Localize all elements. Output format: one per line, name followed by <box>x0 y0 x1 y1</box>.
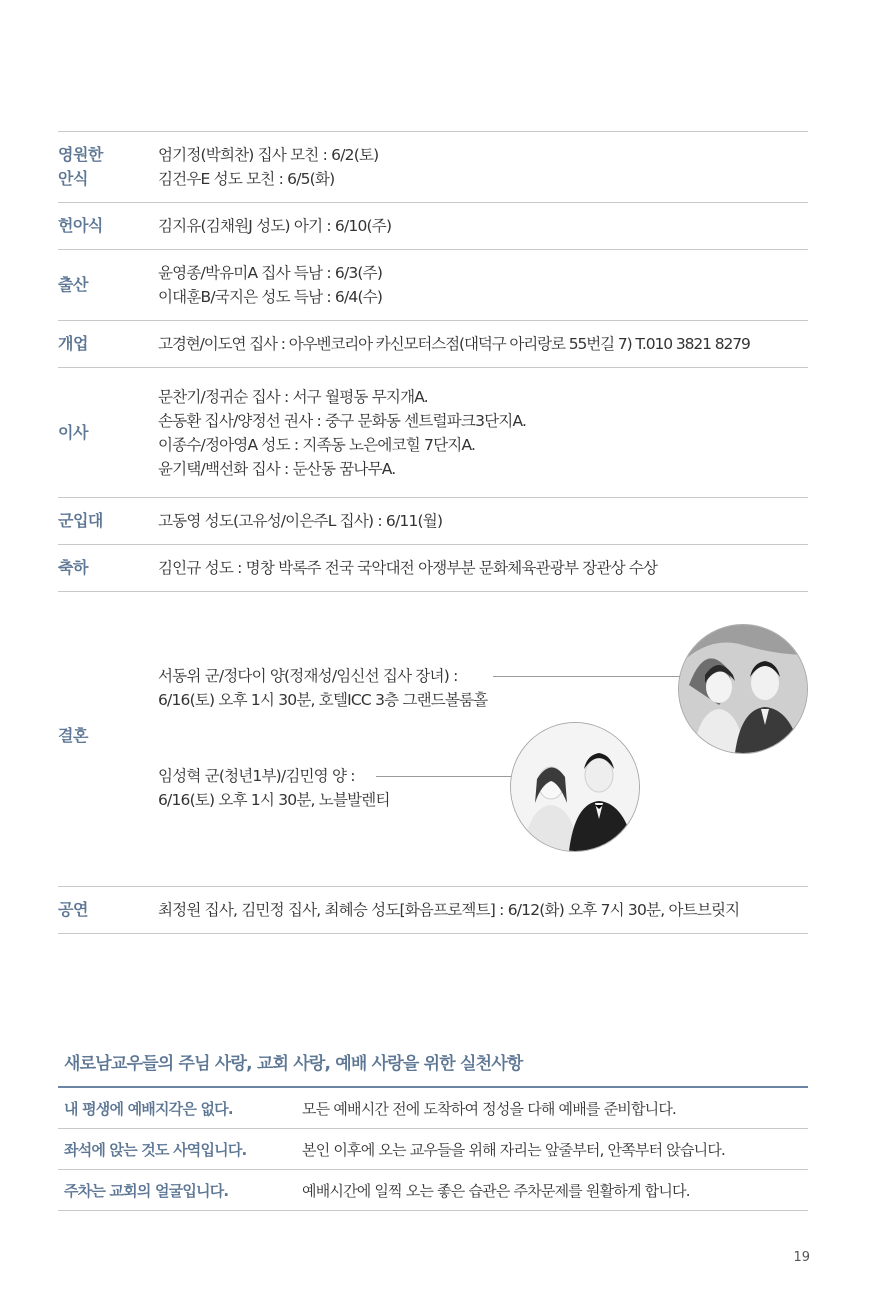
category-label: 개업 <box>58 334 88 353</box>
news-entry: 엄기정(박희찬) 집사 모친 : 6/2(토) <box>158 146 379 164</box>
news-entries <box>158 385 808 481</box>
news-entry: 손동환 집사/양정선 권사 : 중구 문화동 센트럴파크3단지A. <box>158 411 527 430</box>
church-news-table <box>58 131 808 934</box>
news-row-opening <box>58 321 808 368</box>
news-entry: 문찬기/정귀순 집사 : 서구 월평동 무지개A. <box>158 387 428 406</box>
practice-value: 모든 예배시간 전에 도착하여 정성을 다해 예배를 준비합니다. <box>302 1099 676 1118</box>
news-entries <box>158 898 808 922</box>
news-entries <box>158 509 808 533</box>
news-entry: 고동영 성도(고유성/이은주L 집사) : 6/11(월) <box>158 512 443 530</box>
connector-line <box>493 676 681 677</box>
news-row-congratulations <box>58 545 808 592</box>
news-entry: 고경현/이도연 집사 : 아우벤코리아 카신모터스점(대덕구 아리랑로 55번길 7) T.010 3821 8279 <box>158 335 750 353</box>
news-entry: 김지유(김채원J 성도) 아기 : 6/10(주) <box>158 217 392 235</box>
category-label: 결혼 <box>58 726 88 745</box>
practice-row <box>58 1129 808 1170</box>
page-number: 19 <box>793 1250 810 1265</box>
wedding-entry: 서동위 군/정다이 양(정재성/임신선 집사 장녀) : 6/16(토) 오후 1시 30분, 호텔ICC 3층 그랜드볼룸홀 <box>158 667 488 709</box>
news-entry: 윤기택/백선화 집사 : 둔산동 꿈나무A. <box>158 459 396 478</box>
category-label: 헌아식 <box>58 216 103 235</box>
practice-key: 주차는 교회의 얼굴입니다. <box>64 1181 229 1200</box>
practice-title: 새로남교우들의 주님 사랑, 교회 사랑, 예배 사랑을 위한 실천사항 <box>58 1052 808 1088</box>
category-label: 공연 <box>58 900 88 919</box>
news-row-condolence <box>58 132 808 203</box>
news-entry: 이종수/정아영A 성도 : 지족동 노은에코힐 7단지A. <box>158 435 476 454</box>
practice-row <box>58 1088 808 1129</box>
news-entries <box>158 261 808 309</box>
news-entries <box>158 332 808 356</box>
news-entries <box>158 556 808 580</box>
news-entry: 이대훈B/국지은 성도 득남 : 6/4(수) <box>158 288 383 306</box>
category-label: 출산 <box>58 275 88 294</box>
news-entry: 최정원 집사, 김민정 집사, 최혜승 성도[화음프로젝트] : 6/12(화) 오후 7시 30분, 아트브릿지 <box>158 901 740 919</box>
category-label: 축하 <box>58 558 88 577</box>
practice-value: 예배시간에 일찍 오는 좋은 습관은 주차문제를 원활하게 합니다. <box>302 1181 690 1200</box>
news-row-birth <box>58 250 808 321</box>
news-row-moving <box>58 368 808 498</box>
news-entry: 김건우E 성도 모친 : 6/5(화) <box>158 170 335 188</box>
couple-photo <box>678 624 808 754</box>
practice-key: 내 평생에 예배지각은 없다. <box>64 1099 233 1118</box>
news-row-wedding <box>58 592 808 887</box>
practice-value: 본인 이후에 오는 교우들을 위해 자리는 앞줄부터, 안쪽부터 앉습니다. <box>302 1140 726 1159</box>
news-entry: 윤영종/박유미A 집사 득남 : 6/3(주) <box>158 264 383 282</box>
category-label: 이사 <box>58 422 88 442</box>
practice-row <box>58 1170 808 1211</box>
news-entry: 김인규 성도 : 명창 박록주 전국 국악대전 아쟁부분 문화체육관광부 장관상 수상 <box>158 559 658 577</box>
category-label: 군입대 <box>58 511 103 530</box>
practice-key: 좌석에 앉는 것도 사역입니다. <box>64 1140 247 1159</box>
news-row-performance <box>58 887 808 934</box>
category-label: 영원한 안식 <box>58 145 103 188</box>
wedding-entry: 임성혁 군(청년1부)/김민영 양 : 6/16(토) 오후 1시 30분, 노블발렌티 <box>158 767 390 809</box>
connector-line <box>376 776 511 777</box>
practice-section <box>58 1052 808 1211</box>
news-row-enlistment <box>58 498 808 545</box>
news-row-dedication <box>58 203 808 250</box>
news-entries <box>158 214 808 238</box>
couple-photo <box>510 722 640 852</box>
news-entries <box>158 143 808 191</box>
